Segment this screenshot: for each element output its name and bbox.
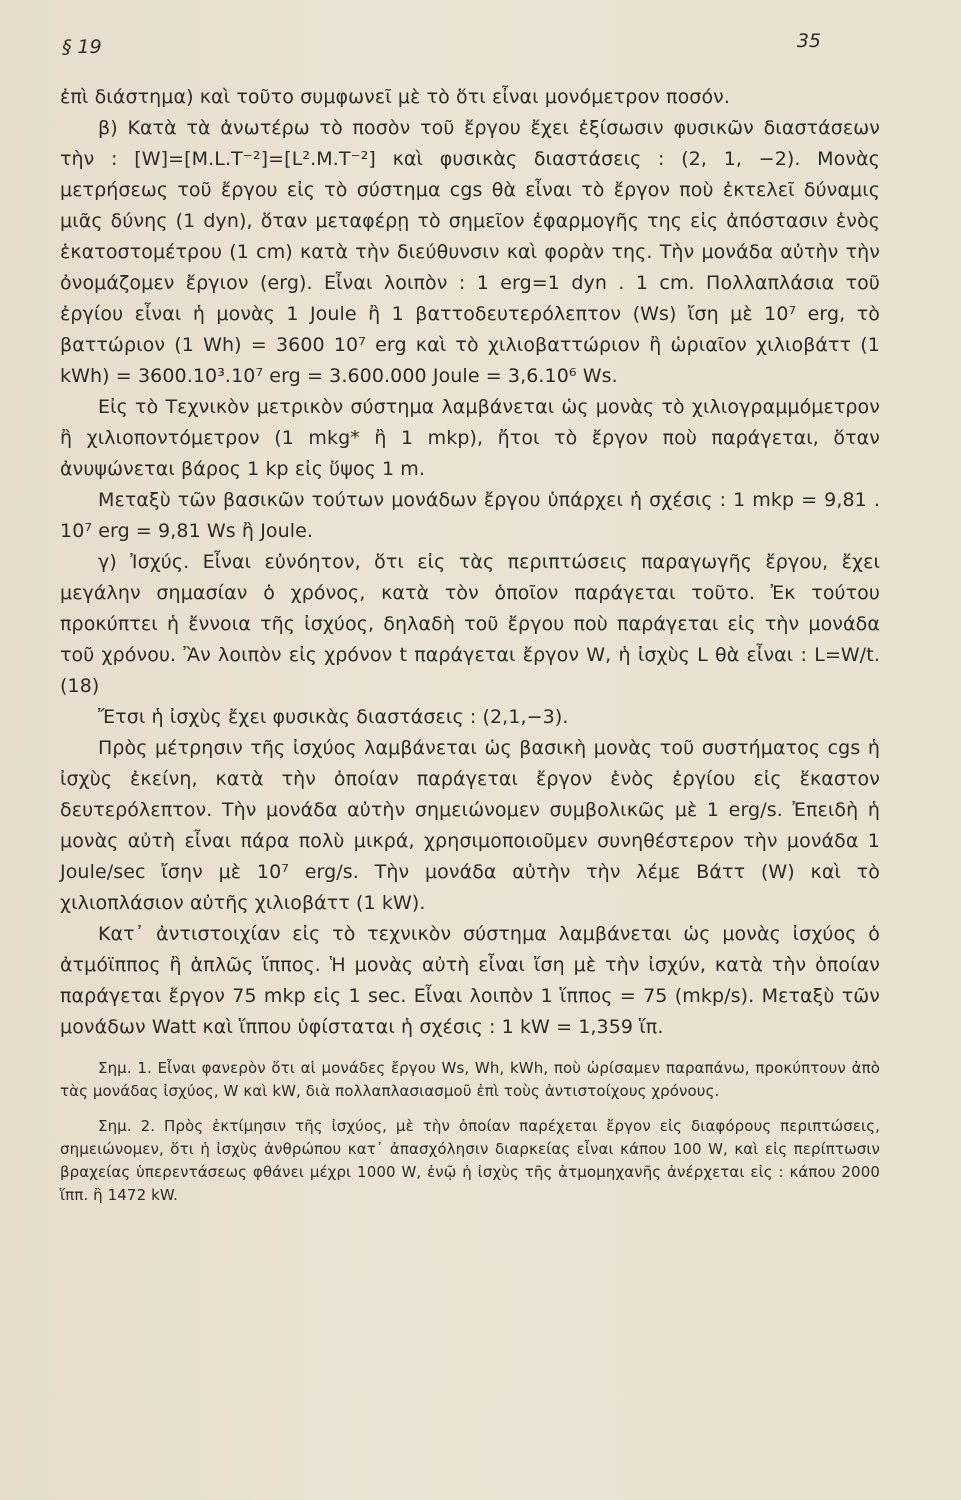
paragraph: Μεταξὺ τῶν βασικῶν τούτων μονάδων ἔργου ὑπάρχει ἡ σχέσις : 1 mkp = 9,81 . 10⁷ erg = 9,81 Ws ἢ Joule. [60, 489, 880, 542]
paragraph: γ) Ἰσχύς. Εἶναι εὐνόητον, ὅτι εἰς τὰς περιπτώσεις παραγωγῆς ἔργου, ἔχει μεγάλην σημασίαν ὁ χρόνος, κατὰ τὸν ὁποῖον παράγεται τοῦτο. Ἐκ τούτου προκύπτει ἡ ἔννοια τῆς ἰσχύος, δηλαδὴ τοῦ ἔργου ποὺ παράγεται εἰς τὴν μονάδα τοῦ χρόνου. Ἂν λοιπὸν εἰς χρόνον t παράγεται ἔργον W, ἡ ἰσχὺς L θὰ εἶναι : L=W/t. (18) [60, 551, 880, 697]
paragraph: Εἰς τὸ Τεχνικὸν μετρικὸν σύστημα λαμβάνεται ὡς μονὰς τὸ χιλιογραμμόμετρον ἢ χιλιοποντόμετρον (1 mkg* ἢ 1 mkp), ἤτοι τὸ ἔργον ποὺ παράγεται, ὅταν ἀνυψώνεται βάρος 1 kp εἰς ὕψος 1 m. [60, 396, 880, 480]
page-header [0, 30, 961, 60]
paragraph: β) Κατὰ τὰ ἀνωτέρω τὸ ποσὸν τοῦ ἔργου ἔχει ἐξίσωσιν φυσικῶν διαστάσεων τὴν : [W]=[M.L.T⁻²]=[L².M.T⁻²] καὶ φυσικὰς διαστάσεις : (2, 1, −2). Μονὰς μετρήσεως τοῦ ἔργου εἰς τὸ σύστημα cgs θὰ εἶναι τὸ ἔργον ποὺ ἐκτελεῖ δύναμις μιᾶς δύνης (1 dyn), ὅταν μεταφέρῃ τὸ σημεῖον ἐφαρμογῆς της εἰς ἀπόστασιν ἑνὸς ἑκατοστομέτρου (1 cm) κατὰ τὴν διεύθυνσιν καὶ φορὰν της. Τὴν μονάδα αὐτὴν τὴν ὀνομάζομεν ἔργιον (erg). Εἶναι λοιπὸν : 1 erg=1 dyn . 1 cm. Πολλαπλάσια τοῦ ἐργίου εἶναι ἡ μονὰς 1 Joule ἢ 1 βαττοδευτερόλεπτον (Ws) ἴση μὲ 10⁷ erg, τὸ βαττώριον (1 Wh) = 3600 10⁷ erg καὶ τὸ χιλιοβαττώριον ἢ ὡριαῖον χιλιοβάττ (1 kWh) = 3600.10³.10⁷ erg = 3.600.000 Joule = 3,6.10⁶ Ws. [60, 117, 880, 387]
paragraph: Πρὸς μέτρησιν τῆς ἰσχύος λαμβάνεται ὡς βασικὴ μονὰς τοῦ συστήματος cgs ἡ ἰσχὺς ἐκείνη, κατὰ τὴν ὁποίαν παράγεται ἔργον ἑνὸς ἐργίου εἰς ἕκαστον δευτερόλεπτον. Τὴν μονάδα αὐτὴν σημειώνομεν συμβολικῶς μὲ 1 erg/s. Ἐπειδὴ ἡ μονὰς αὐτὴ εἶναι πάρα πολὺ μικρά, χρησιμοποιοῦμεν συνηθέστερον τὴν μονάδα 1 Joule/sec ἴσην μὲ 10⁷ erg/s. Τὴν μονάδα αὐτὴν τὴν λέμε Βάττ (W) καὶ τὸ χιλιοπλάσιον αὐτῆς χιλιοβάττ (1 kW). [60, 737, 880, 914]
page-body [60, 82, 880, 1207]
footnote: Σημ. 2. Πρὸς ἐκτίμησιν τῆς ἰσχύος, μὲ τὴν ὁποίαν παρέχεται ἔργον εἰς διαφόρους περιπτώσεις, σημειώνομεν, ὅτι ἡ ἰσχὺς ἀνθρώπου κατ᾽ ἀπασχόλησιν διαρκείας εἶναι κάπου 100 W, καὶ εἰς περίπτωσιν βραχείας ὑπερεντάσεως φθάνει μέχρι 1000 W, ἐνῷ ἡ ἰσχὺς τῆς ἀτμομηχανῆς ἀνέρχεται εἰς : κάπου 2000 ἵππ. ἢ 1472 kW. [60, 1117, 880, 1204]
paragraph: Ἔτσι ἡ ἰσχὺς ἔχει φυσικὰς διαστάσεις : (2,1,−3). [98, 706, 569, 728]
paragraph: ἐπὶ διάστημα) καὶ τοῦτο συμφωνεῖ μὲ τὸ ὅτι εἶναι μονόμετρον ποσόν. [60, 86, 731, 108]
page-number: 35 [796, 30, 821, 52]
section-number: § 19 [62, 36, 102, 58]
footnote: Σημ. 1. Εἶναι φανερὸν ὅτι αἱ μονάδες ἔργου Ws, Wh, kWh, ποὺ ὡρίσαμεν παραπάνω, προκύπτουν ἀπὸ τὰς μονάδας ἰσχύος, W καὶ kW, διὰ πολλαπλασιασμοῦ ἐπὶ τοὺς ἀντιστοίχους χρόνους. [60, 1059, 880, 1100]
paragraph: Κατ᾽ ἀντιστοιχίαν εἰς τὸ τεχνικὸν σύστημα λαμβάνεται ὡς μονὰς ἰσχύος ὁ ἀτμόϊππος ἢ ἁπλῶς ἵππος. Ἡ μονὰς αὐτὴ εἶναι ἴση μὲ τὴν ἰσχύν, κατὰ τὴν ὁποίαν παράγεται ἔργον 75 mkp εἰς 1 sec. Εἶναι λοιπὸν 1 ἵππος = 75 (mkp/s). Μεταξὺ τῶν μονάδων Watt καὶ ἵππου ὑφίσταται ἡ σχέσις : 1 kW = 1,359 ἵπ. [60, 923, 880, 1038]
